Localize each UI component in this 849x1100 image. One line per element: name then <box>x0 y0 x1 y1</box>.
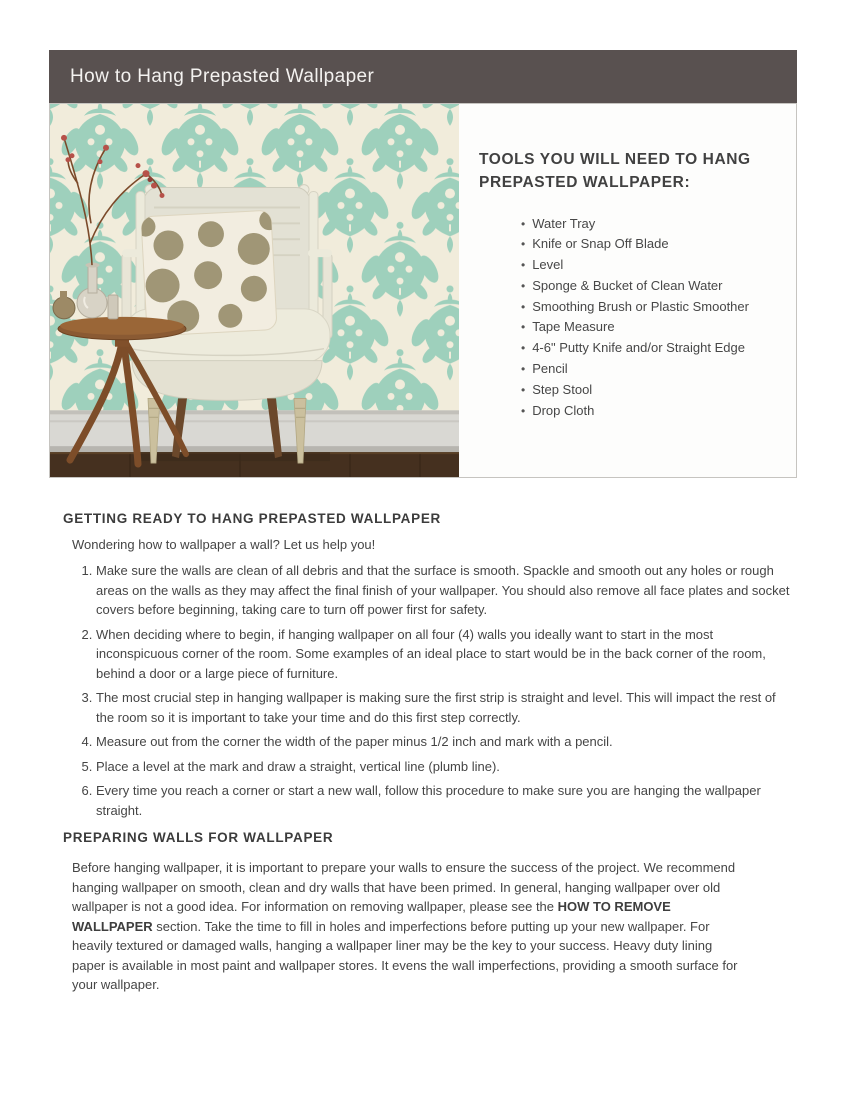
wood-floor <box>50 452 459 477</box>
baseboard <box>50 410 459 452</box>
step-item: 1. Make sure the walls are clean of all debris and that the surface is smooth. Spackle and smooth out any holes or rough areas on the walls as they may affect the final finish of your wallpaper. You should also remove all face plates and socket covers before beginning, taking care to turn off power first for safety. <box>96 561 797 620</box>
step-item: 6. Every time you reach a corner or start a new wall, follow this procedure to make sure you are hanging the wallpaper straight. <box>96 781 797 820</box>
tools-panel <box>459 104 796 477</box>
preparing-walls-paragraph <box>72 858 744 995</box>
getting-ready-section <box>63 511 797 820</box>
tool-item: • 4-6" Putty Knife and/or Straight Edge <box>521 338 778 359</box>
step-item: 5. Place a level at the mark and draw a straight, vertical line (plumb line). <box>96 757 797 777</box>
paragraph-text: section. Take the time to fill in holes and imperfections before putting up your new wallpaper. For heavily textured or damaged walls, hanging a wallpaper liner may be the key to your success. Heavy duty lining paper is available in most paint and wallpaper stores. It evens the wall imperfections, providing a smooth surface for your wallpaper. <box>72 918 738 992</box>
tool-item: • Drop Cloth <box>521 401 778 422</box>
tools-title: TOOLS YOU WILL NEED TO HANG PREPASTED WALLPAPER: <box>479 151 751 192</box>
page-title: How to Hang Prepasted Wallpaper <box>70 65 375 87</box>
polka-dot-pillow <box>135 210 285 337</box>
tool-item: • Water Tray <box>521 214 778 235</box>
tool-item: • Knife or Snap Off Blade <box>521 234 778 255</box>
tools-list <box>479 214 778 422</box>
header-bar <box>49 50 797 103</box>
tool-item: • Tape Measure <box>521 317 778 338</box>
preparing-walls-section <box>63 830 753 995</box>
tool-item: • Step Stool <box>521 380 778 401</box>
steps-list <box>63 561 797 820</box>
preparing-walls-heading: PREPARING WALLS FOR WALLPAPER <box>63 830 334 845</box>
step-item: 3. The most crucial step in hanging wallpaper is making sure the first strip is straight and level. This will impact the rest of the room so it is important to take your time and do this first step correctly. <box>96 688 797 727</box>
step-item: 4. Measure out from the corner the width of the paper minus 1/2 inch and mark with a pencil. <box>96 732 797 752</box>
hero-photo <box>50 104 459 477</box>
tool-item: • Sponge & Bucket of Clean Water <box>521 276 778 297</box>
paragraph-text: Before hanging wallpaper, it is important to prepare your walls to ensure the success of the project. We recommend hanging wallpaper on smooth, clean and dry walls that have been primed. In general, hanging wallpaper over old wallpaper is not a good idea. For information on removing wallpaper, please see the <box>72 860 736 914</box>
intro-text: Wondering how to wallpaper a wall? Let us help you! <box>72 537 376 552</box>
step-item: 2. When deciding where to begin, if hanging wallpaper on all four (4) walls you ideally want to start in the most inconspicuous corner of the room. Some examples of an ideal place to start would be in the back corner of the room, behind a door or a large piece of furniture. <box>96 625 797 684</box>
cross-reference-bold: HOW TO REMOVE WALLPAPER <box>72 899 671 934</box>
hero-section <box>49 103 797 478</box>
getting-ready-heading: GETTING READY TO HANG PREPASTED WALLPAPER <box>63 511 441 526</box>
tool-item: • Smoothing Brush or Plastic Smoother <box>521 297 778 318</box>
tool-item: • Level <box>521 255 778 276</box>
tool-item: • Pencil <box>521 359 778 380</box>
